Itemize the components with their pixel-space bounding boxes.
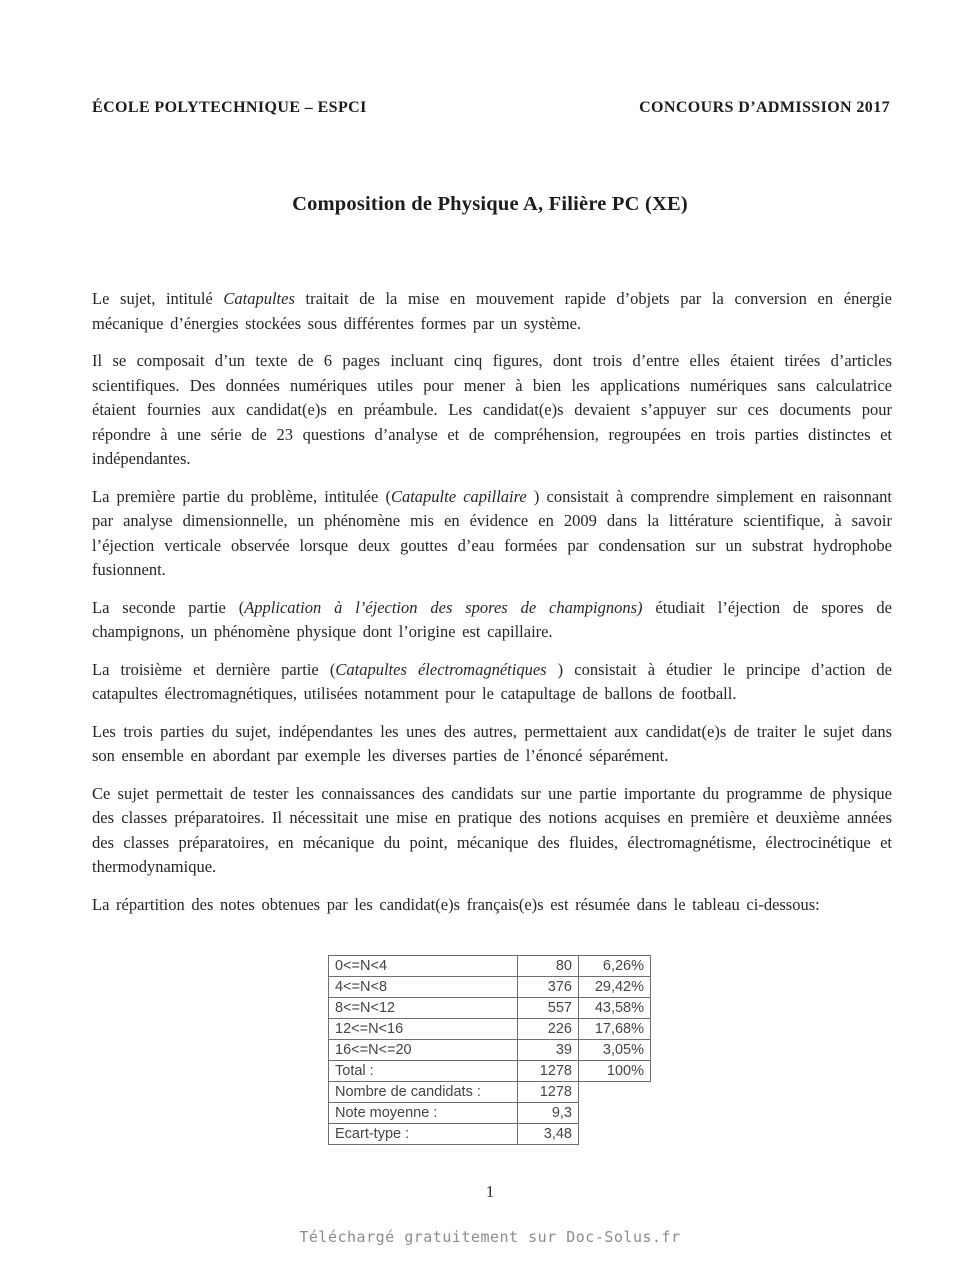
table-cell-percent: 3,05% bbox=[579, 1040, 651, 1061]
table-cell-percent: 100% bbox=[579, 1061, 651, 1082]
paragraph bbox=[92, 658, 892, 707]
paragraph bbox=[92, 287, 892, 336]
table-cell-count: 39 bbox=[518, 1040, 579, 1061]
table-cell-percent: 29,42% bbox=[579, 977, 651, 998]
text-run: La troisième et dernière partie ( bbox=[92, 659, 336, 679]
table-cell-percent: 43,58% bbox=[579, 998, 651, 1019]
text-run: Ce sujet permettait de tester les connaissances des candidats sur une partie importante du programme de physique des classes préparatoires. Il nécessitait une mise en pratique des notions acquises en première et deuxième années des classes préparatoires, en mécanique du point, mécanique des fluides, électromagnétisme, électrocinétique et thermodynamique. bbox=[92, 783, 892, 876]
notes-table-wrap bbox=[328, 955, 651, 1145]
paragraph bbox=[92, 485, 892, 583]
table-cell-count: 9,3 bbox=[518, 1103, 579, 1124]
table-cell-count: 1278 bbox=[518, 1082, 579, 1103]
table-row bbox=[329, 1040, 651, 1061]
table-row bbox=[329, 977, 651, 998]
italic-text-run: Catapulte capillaire bbox=[390, 486, 527, 506]
text-run: Il se composait d’un texte de 6 pages incluant cinq figures, dont trois d’entre elles étaient tirées d’articles scientifiques. Des données numériques utiles pour mener à bien les applications numériques sans calculatrice étaient fournies aux candidat(e)s en préambule. Les candidat(e)s devaient s’appuyer sur ces documents pour répondre à une série de 23 questions d’analyse et de compréhension, regroupées en trois parties distinctes et indépendantes. bbox=[92, 351, 892, 468]
text-run: ) consistait à comprendre simplement en raisonnant par analyse dimensionnelle, un phénomène mis en évidence en 2009 dans la littérature scientifique, à savoir l’éjection verticale observée lorsque deux gouttes d’eau formées par condensation sur un substrat hydrophobe fusionnent. bbox=[92, 486, 893, 579]
table-cell-label: Note moyenne : bbox=[329, 1103, 518, 1124]
table-cell-label: 8<=N<12 bbox=[329, 998, 518, 1019]
table-cell-label: 4<=N<8 bbox=[329, 977, 518, 998]
text-run: La répartition des notes obtenues par les candidat(e)s français(e)s est résumée dans le tableau ci-dessous: bbox=[92, 894, 820, 914]
table-row bbox=[329, 1082, 651, 1103]
table-row bbox=[329, 1061, 651, 1082]
table-cell-label: 16<=N<=20 bbox=[329, 1040, 518, 1061]
table-row bbox=[329, 1124, 651, 1145]
table-cell-count: 80 bbox=[518, 956, 579, 977]
table-cell-label: Nombre de candidats : bbox=[329, 1082, 518, 1103]
table-cell-count: 376 bbox=[518, 977, 579, 998]
text-run: ) consistait à étudier le principe d’action de catapultes électromagnétiques, utilisées notamment pour le catapultage de ballons de football. bbox=[92, 659, 892, 703]
paragraph bbox=[92, 720, 892, 769]
table-cell-count: 557 bbox=[518, 998, 579, 1019]
text-run: étudiait l’éjection de spores de champignons, un phénomène physique dont l’origine est capillaire. bbox=[92, 597, 892, 641]
table-cell-percent: 6,26% bbox=[579, 956, 651, 977]
table-cell-count: 226 bbox=[518, 1019, 579, 1040]
paragraph bbox=[92, 893, 892, 918]
body-paragraphs bbox=[92, 287, 892, 930]
paragraph bbox=[92, 596, 892, 645]
italic-text-run: Application à l’éjection des spores de champignons) bbox=[244, 597, 643, 617]
table-cell-percent: 17,68% bbox=[579, 1019, 651, 1040]
italic-text-run: Catapultes bbox=[223, 289, 295, 308]
paragraph bbox=[92, 349, 892, 472]
table-row bbox=[329, 1019, 651, 1040]
text-run: traitait de la mise en mouvement rapide d’objets par la conversion en énergie mécanique d’énergies stockées sous différentes formes par un système. bbox=[92, 289, 893, 333]
table-row bbox=[329, 998, 651, 1019]
table-cell-count: 1278 bbox=[518, 1061, 579, 1082]
document-header bbox=[92, 99, 890, 117]
table-row bbox=[329, 956, 651, 977]
text-run: La seconde partie ( bbox=[92, 597, 245, 617]
notes-table-body bbox=[329, 956, 651, 1145]
text-run: Les trois parties du sujet, indépendantes les unes des autres, permettaient aux candidat(e)s de traiter le sujet dans son ensemble en abordant par exemple les diverses parties de l’énoncé séparément. bbox=[92, 721, 892, 765]
text-run: La première partie du problème, intitulée ( bbox=[92, 486, 391, 506]
table-cell-count: 3,48 bbox=[518, 1124, 579, 1145]
notes-table bbox=[328, 955, 651, 1145]
footer-credit: Téléchargé gratuitement sur Doc-Solus.fr bbox=[299, 1228, 681, 1246]
page-number: 1 bbox=[485, 1182, 495, 1201]
page-title: Composition de Physique A, Filière PC (XE) bbox=[292, 193, 688, 215]
header-concours: CONCOURS D’ADMISSION 2017 bbox=[639, 99, 890, 116]
table-cell-label: Ecart-type : bbox=[329, 1124, 518, 1145]
table-row bbox=[329, 1103, 651, 1124]
header-school: ÉCOLE POLYTECHNIQUE – ESPCI bbox=[92, 99, 367, 116]
table-cell-label: 0<=N<4 bbox=[329, 956, 518, 977]
italic-text-run: Catapultes électromagnétiques bbox=[335, 659, 547, 679]
paragraph bbox=[92, 782, 892, 880]
table-cell-label: 12<=N<16 bbox=[329, 1019, 518, 1040]
table-cell-label: Total : bbox=[329, 1061, 518, 1082]
text-run: Le sujet, intitulé bbox=[92, 289, 224, 308]
